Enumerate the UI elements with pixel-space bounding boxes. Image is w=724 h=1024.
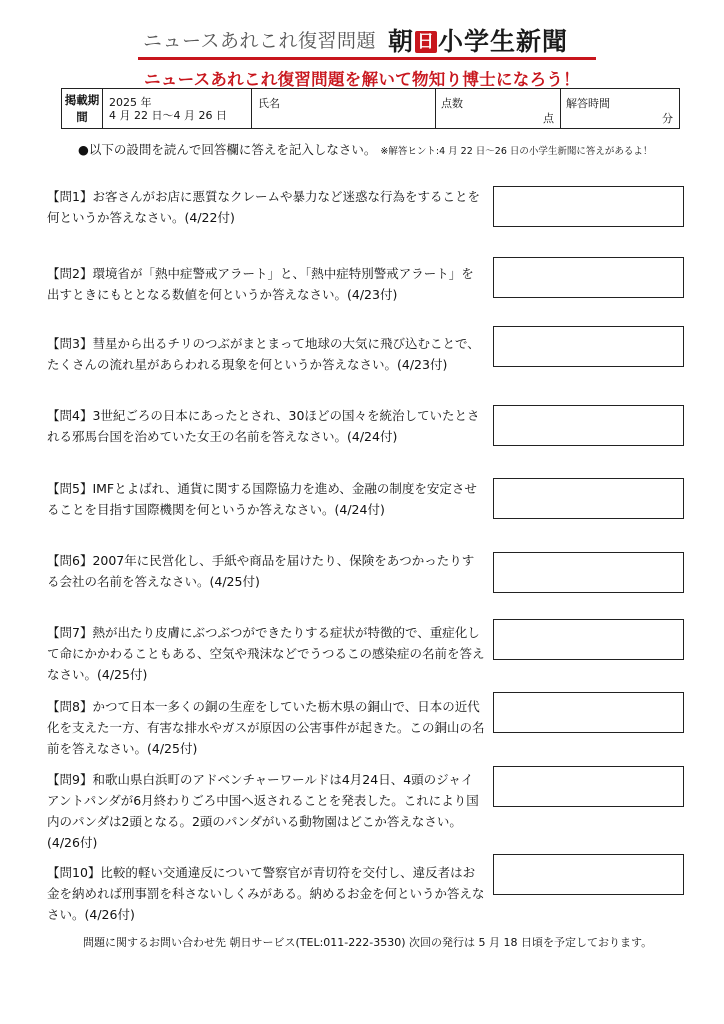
period-cell (103, 89, 252, 128)
name-field[interactable] (252, 89, 436, 128)
answer-box-3[interactable] (493, 326, 684, 367)
answer-box-2[interactable] (493, 257, 684, 298)
question-8: 【問8】かつて日本一多くの銅の生産をしていた栃木県の銅山で、日本の近代化を支えた一方、有害な排水やガスが原因の公害事件が起きた。この銅山の名前を答えなさい。(4/25付) (47, 699, 485, 756)
answer-box-7[interactable] (493, 619, 684, 660)
header-subtitle: ニュースあれこれ復習問題 (143, 30, 377, 52)
score-label: 点数 (441, 97, 463, 110)
time-unit: 分 (662, 112, 673, 125)
time-label: 解答時間 (566, 97, 610, 110)
question-6: 【問6】2007年に民営化し、手紙や商品を届けたり、保険をあつかったりする会社の名前を答えなさい。(4/25付) (47, 553, 475, 589)
answer-box-5[interactable] (493, 478, 684, 519)
period-year: 2025 年 (109, 96, 152, 109)
instruction-text: ●以下の設問を読んで回答欄に答えを記入しなさい。 (78, 142, 377, 157)
period-label: 掲載期間 (62, 89, 103, 128)
answer-box-10[interactable] (493, 854, 684, 895)
instruction (78, 140, 652, 158)
question-4: 【問4】3世紀ごろの日本にあったとされ、30ほどの国々を統治していたとされる邪馬台国を治めていた女王の名前を答えなさい。(4/24付) (47, 408, 480, 444)
header-divider (138, 57, 596, 60)
question-5: 【問5】IMFとよばれ、通貨に関する国際協力を進め、金融の制度を安定させることを目指す国際機関を何というか答えなさい。(4/24付) (47, 481, 477, 517)
question-3: 【問3】彗星から出るチリのつぶがまとまって地球の大気に飛び込むことで、たくさんの流れ星があらわれる現象を何というか答えなさい。(4/23付) (47, 336, 480, 372)
period-dates: 4 月 22 日～4 月 26 日 (109, 109, 227, 122)
time-field[interactable] (561, 89, 679, 128)
newspaper-logo (388, 22, 568, 58)
question-7: 【問7】熱が出たり皮膚にぶつぶつができたりする症状が特徴的で、重症化して命にかかわることもある、空気や飛沫などでうつるこの感染症の名前を答えなさい。(4/25付) (47, 625, 485, 682)
answer-box-1[interactable] (493, 186, 684, 227)
question-10: 【問10】比較的軽い交通違反について警察官が青切符を交付し、違反者はお金を納めれば刑事罰を科さないしくみがある。納めるお金を何というか答えなさい。(4/26付) (47, 865, 485, 922)
name-label: 氏名 (258, 97, 280, 110)
logo-name: 小学生新聞 (438, 27, 569, 56)
answer-box-9[interactable] (493, 766, 684, 807)
logo-prefix: 朝 (388, 27, 415, 56)
logo-sun-mark: 日 (417, 32, 436, 52)
score-unit: 点 (543, 112, 554, 125)
page-tagline: ニュースあれこれ復習問題を解いて物知り博士になろう！ (144, 70, 580, 89)
question-2: 【問2】環境省が「熱中症警戒アラート」と、「熱中症特別警戒アラート」を出すときにもととなる数値を何というか答えなさい。(4/23付) (47, 266, 474, 302)
info-table (61, 88, 680, 129)
answer-box-4[interactable] (493, 405, 684, 446)
answer-hint: ※解答ヒント:4 月 22 日～26 日の小学生新聞に答えがあるよ！ (380, 146, 653, 157)
answer-box-6[interactable] (493, 552, 684, 593)
answer-box-8[interactable] (493, 692, 684, 733)
contact-footer: 問題に関するお問い合わせ先 朝日サービス(TEL:011-222-3530) 次回の発行は 5 月 18 日頃を予定しております。 (83, 936, 653, 949)
score-field[interactable] (436, 89, 561, 128)
question-1: 【問1】お客さんがお店に悪質なクレームや暴力など迷惑な行為をすることを何というか答えなさい。(4/22付) (47, 189, 480, 225)
question-9: 【問9】和歌山県白浜町のアドベンチャーワールドは4月24日、4頭のジャイアントパンダが6月終わりごろ中国へ返されることを発表した。これにより国内のパンダは2頭となる。2頭のパンダがいる動物園はどこか答えなさい。(4/26付) (47, 772, 479, 850)
